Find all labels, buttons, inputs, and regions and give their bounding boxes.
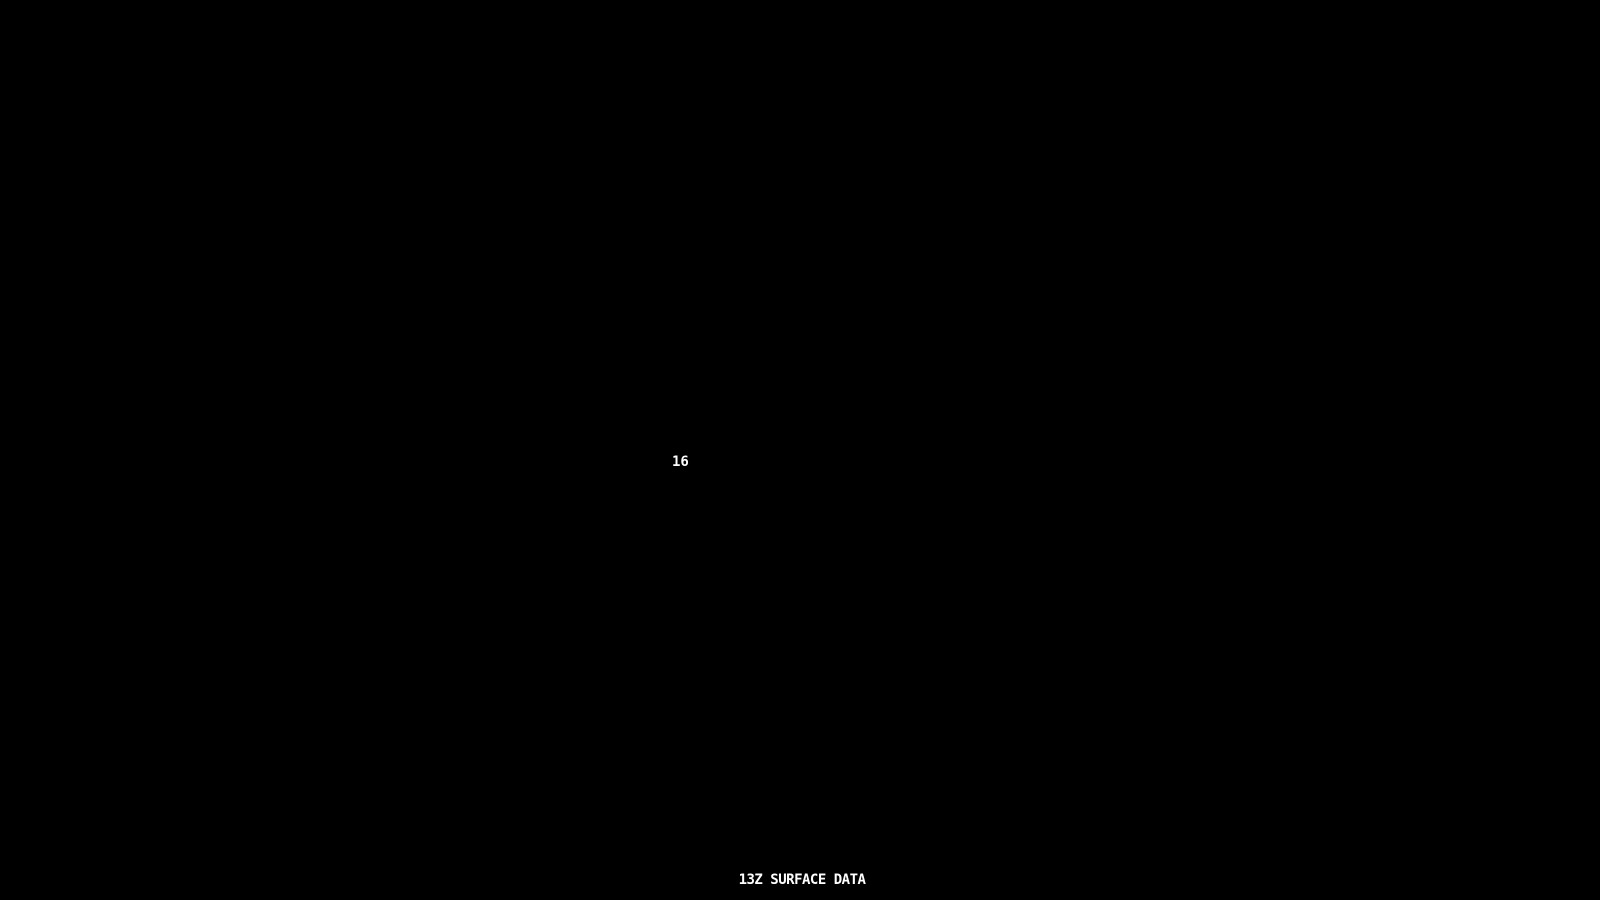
plot-title: 13Z SURFACE DATA: [738, 872, 866, 888]
station-plot-value: 16: [672, 454, 689, 470]
